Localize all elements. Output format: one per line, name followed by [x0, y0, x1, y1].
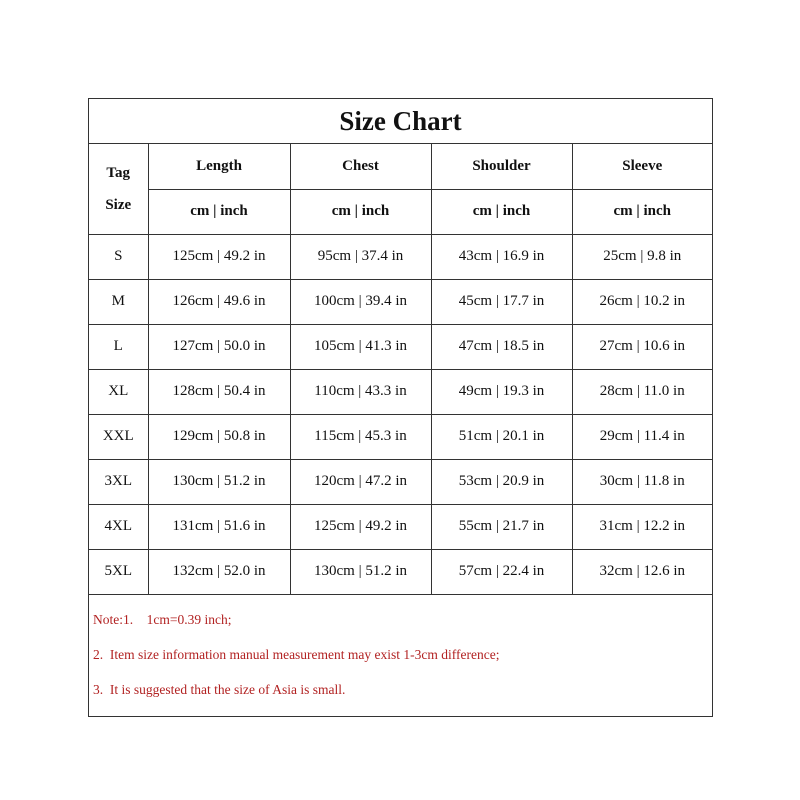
size-label: 4XL	[89, 504, 148, 549]
length-cell: 129cm | 50.8 in	[148, 414, 290, 459]
shoulder-cell: 53cm | 20.9 in	[431, 459, 572, 504]
chest-cell: 120cm | 47.2 in	[290, 459, 431, 504]
size-label: 5XL	[89, 549, 148, 594]
shoulder-cell: 45cm | 17.7 in	[431, 279, 572, 324]
column-header-chest: Chest	[290, 144, 431, 189]
sleeve-cell: 29cm | 11.4 in	[572, 414, 712, 459]
chart-title: Size Chart	[89, 99, 712, 144]
note-line-3: 3. It is suggested that the size of Asia is small.	[93, 681, 346, 697]
size-label: XXL	[89, 414, 148, 459]
table-row	[89, 414, 712, 459]
size-label: 3XL	[89, 459, 148, 504]
tag-size-label-line2: Size	[105, 196, 132, 213]
sleeve-cell: 31cm | 12.2 in	[572, 504, 712, 549]
size-label: XL	[89, 369, 148, 414]
shoulder-cell: 43cm | 16.9 in	[431, 234, 572, 279]
chest-cell: 130cm | 51.2 in	[290, 549, 431, 594]
sleeve-cell: 28cm | 11.0 in	[572, 369, 712, 414]
length-cell: 125cm | 49.2 in	[148, 234, 290, 279]
note-line-2: 2. Item size information manual measurement may exist 1-3cm difference;	[93, 646, 500, 662]
table-row	[89, 279, 712, 324]
table-row	[89, 549, 712, 594]
size-table	[89, 144, 712, 595]
length-cell: 131cm | 51.6 in	[148, 504, 290, 549]
shoulder-cell: 47cm | 18.5 in	[431, 324, 572, 369]
header-row-units	[89, 189, 712, 234]
shoulder-cell: 49cm | 19.3 in	[431, 369, 572, 414]
size-chart	[88, 98, 713, 717]
shoulder-cell: 51cm | 20.1 in	[431, 414, 572, 459]
tag-size-header	[89, 144, 148, 234]
sleeve-cell: 25cm | 9.8 in	[572, 234, 712, 279]
table-row	[89, 504, 712, 549]
chest-cell: 100cm | 39.4 in	[290, 279, 431, 324]
length-cell: 128cm | 50.4 in	[148, 369, 290, 414]
size-label: L	[89, 324, 148, 369]
length-cell: 127cm | 50.0 in	[148, 324, 290, 369]
sleeve-cell: 30cm | 11.8 in	[572, 459, 712, 504]
sleeve-cell: 27cm | 10.6 in	[572, 324, 712, 369]
table-row	[89, 369, 712, 414]
table-row	[89, 459, 712, 504]
unit-header-chest: cm | inch	[290, 189, 431, 234]
notes-section	[89, 595, 712, 710]
tag-size-label-line1: Tag	[106, 164, 131, 181]
sleeve-cell: 32cm | 12.6 in	[572, 549, 712, 594]
shoulder-cell: 57cm | 22.4 in	[431, 549, 572, 594]
unit-header-shoulder: cm | inch	[431, 189, 572, 234]
column-header-sleeve: Sleeve	[572, 144, 712, 189]
chest-cell: 125cm | 49.2 in	[290, 504, 431, 549]
chest-cell: 95cm | 37.4 in	[290, 234, 431, 279]
column-header-length: Length	[148, 144, 290, 189]
header-row-measurements	[89, 144, 712, 189]
chest-cell: 105cm | 41.3 in	[290, 324, 431, 369]
length-cell: 132cm | 52.0 in	[148, 549, 290, 594]
shoulder-cell: 55cm | 21.7 in	[431, 504, 572, 549]
size-label: S	[89, 234, 148, 279]
length-cell: 130cm | 51.2 in	[148, 459, 290, 504]
chest-cell: 110cm | 43.3 in	[290, 369, 431, 414]
note-line-1: Note:1. 1cm=0.39 inch;	[93, 611, 232, 627]
table-row	[89, 324, 712, 369]
length-cell: 126cm | 49.6 in	[148, 279, 290, 324]
unit-header-sleeve: cm | inch	[572, 189, 712, 234]
size-label: M	[89, 279, 148, 324]
sleeve-cell: 26cm | 10.2 in	[572, 279, 712, 324]
chest-cell: 115cm | 45.3 in	[290, 414, 431, 459]
column-header-shoulder: Shoulder	[431, 144, 572, 189]
table-row	[89, 234, 712, 279]
unit-header-length: cm | inch	[148, 189, 290, 234]
